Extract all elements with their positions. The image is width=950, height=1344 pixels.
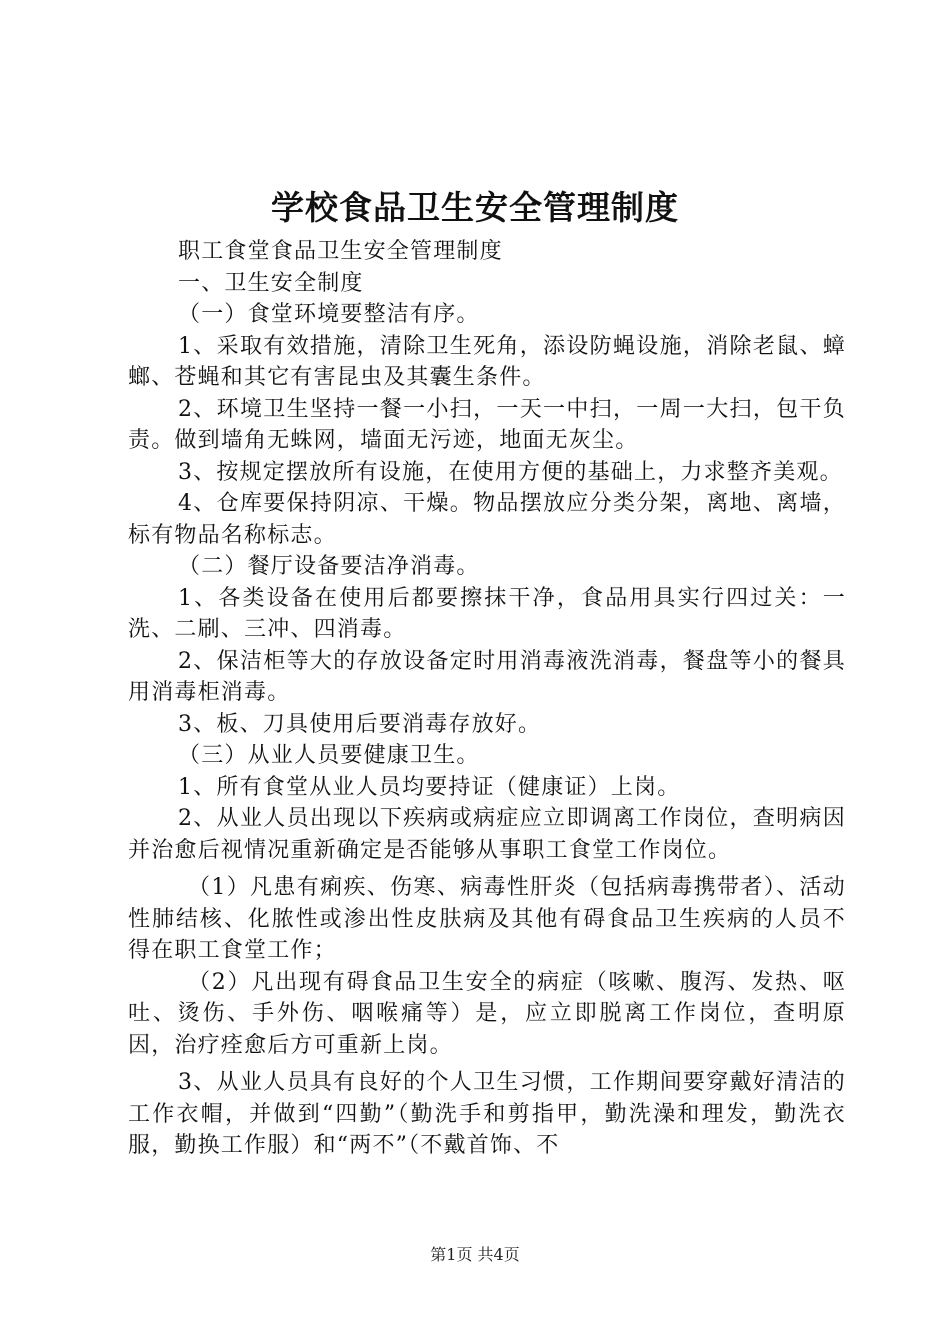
paragraph-item-1: （1）凡患有痢疾、伤寒、病毒性肝炎（包括病毒携带者）、活动性肺结核、化脓性或渗出性皮肤病及其他有碍食品卫生疾病的人员不得在职工食堂工作； [128, 875, 846, 963]
paragraph: 4、仓库要保持阴凉、干燥。物品摆放应分类分架，离地、离墙，标有物品名称标志。 [128, 491, 846, 548]
paragraph: 3、从业人员具有良好的个人卫生习惯，工作期间要穿戴好清洁的工作衣帽，并做到“四勤”（勤洗手和剪指甲，勤洗澡和理发，勤洗衣服，勤换工作服）和“两不”（不戴首饰、不 [128, 1070, 846, 1158]
paragraph: 3、板、刀具使用后要消毒存放好。 [178, 711, 542, 737]
paragraph-subsection-1: （一）食堂环境要整洁有序。 [178, 302, 480, 327]
paragraph: 2、环境卫生坚持一餐一小扫，一天一中扫，一周一大扫，包干负责。做到墙角无蛛网，墙面无污迹，地面无灰尘。 [128, 396, 846, 453]
paragraph: 1、采取有效措施，清除卫生死角，添设防蝇设施，消除老鼠、蟑螂、苍蝇和其它有害昆虫及其囊生条件。 [128, 333, 846, 390]
paragraph-subtitle: 职工食堂食品卫生安全管理制度 [178, 239, 503, 264]
paragraph: 3、按规定摆放所有设施，在使用方便的基础上，力求整齐美观。 [178, 459, 843, 485]
paragraph: 1、所有食堂从业人员均要持证（健康证）上岗。 [178, 774, 681, 800]
paragraph-item-2: （2）凡出现有碍食品卫生安全的病症（咳嗽、腹泻、发热、呕吐、烫伤、手外伤、咽喉痛等）是，应立即脱离工作岗位，查明原因，治疗痊愈后方可重新上岗。 [128, 969, 846, 1058]
document-title: 学校食品卫生安全管理制度 [271, 188, 679, 227]
page-footer: 第1页 共4页 [430, 1245, 520, 1264]
paragraph: 2、从业人员出现以下疾病或病症应立即调离工作岗位，查明病因并治愈后视情况重新确定是否能够从事职工食堂工作岗位。 [128, 806, 846, 863]
document-body [128, 236, 846, 1162]
paragraph: 1、各类设备在使用后都要擦抹干净，食品用具实行四过关：一洗、二刷、三冲、四消毒。 [128, 585, 846, 642]
paragraph-subsection-3: （三）从业人员要健康卫生。 [178, 743, 480, 768]
paragraph: 2、保洁柜等大的存放设备定时用消毒液洗消毒，餐盘等小的餐具用消毒柜消毒。 [128, 648, 846, 705]
paragraph-subsection-2: （二）餐厅设备要洁净消毒。 [178, 554, 480, 579]
paragraph-section-heading: 一、卫生安全制度 [178, 270, 364, 296]
